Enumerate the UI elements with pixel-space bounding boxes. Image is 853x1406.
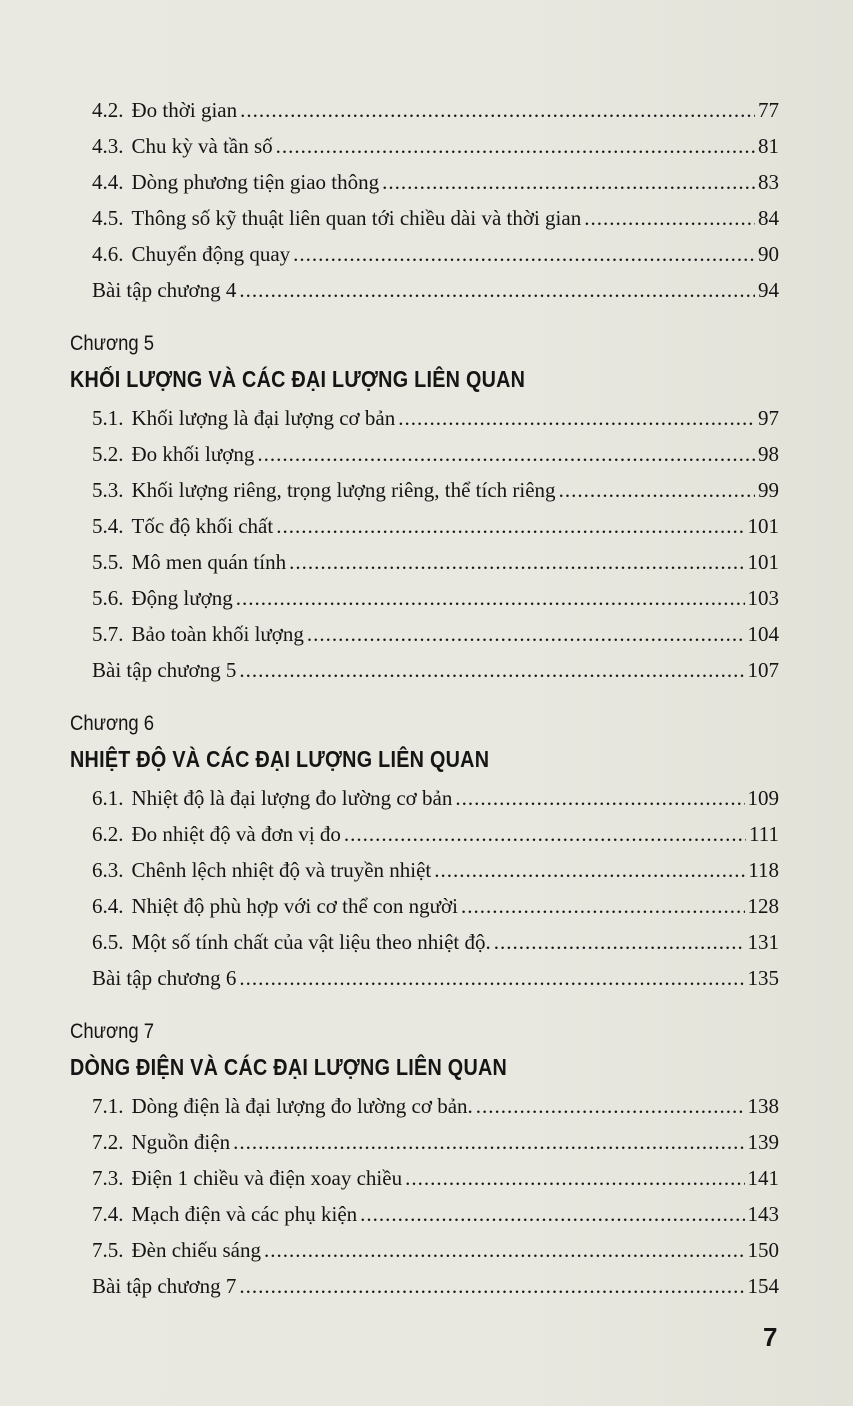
toc-entry[interactable]	[92, 1160, 779, 1196]
page-number: 150	[747, 1238, 779, 1262]
toc-entry[interactable]	[92, 544, 779, 580]
toc-entry[interactable]	[92, 128, 779, 164]
toc-entry[interactable]	[92, 924, 779, 960]
page-number: 109	[747, 786, 779, 810]
section-title: Thông số kỹ thuật liên quan tới chiều dài và thời gian	[131, 206, 582, 230]
chapter-title[interactable]: NHIỆT ĐỘ VÀ CÁC ĐẠI LƯỢNG LIÊN QUAN	[70, 746, 490, 772]
dot-leader	[276, 508, 744, 544]
dot-leader	[264, 1232, 745, 1268]
page-number: 103	[747, 586, 779, 610]
section-title: Nhiệt độ phù hợp với cơ thể con người	[131, 894, 458, 918]
chapter-label: Chương 6	[70, 712, 155, 735]
section-title: Khối lượng là đại lượng cơ bản	[131, 406, 396, 430]
page-number: 97	[758, 406, 779, 430]
page-number: 139	[747, 1130, 779, 1154]
toc-entry[interactable]	[92, 200, 779, 236]
dot-leader	[236, 580, 745, 616]
exercise-title: Bài tập chương 6	[92, 966, 237, 990]
section-title: Chuyển động quay	[131, 242, 291, 266]
page-number: 135	[747, 966, 779, 990]
toc-entry[interactable]	[92, 1232, 779, 1268]
dot-leader	[289, 544, 744, 580]
section-number: 7.3.	[92, 1166, 124, 1190]
toc-entry[interactable]	[92, 1196, 779, 1232]
dot-leader	[455, 780, 744, 816]
page-number: 101	[747, 514, 779, 538]
toc-entry[interactable]	[92, 780, 779, 816]
toc-entry[interactable]	[92, 852, 779, 888]
dot-leader	[434, 852, 745, 888]
dot-leader	[494, 924, 745, 960]
section-title: Điện 1 chiều và điện xoay chiều	[131, 1166, 403, 1190]
toc-entry[interactable]	[92, 164, 779, 200]
dot-leader	[307, 616, 745, 652]
section-title: Bảo toàn khối lượng	[131, 622, 304, 646]
section-number: 4.2.	[92, 98, 124, 122]
section-number: 5.3.	[92, 478, 124, 502]
toc-entry[interactable]	[92, 436, 779, 472]
toc-entry[interactable]	[92, 236, 779, 272]
page-number: 81	[758, 134, 779, 158]
dot-leader	[239, 652, 744, 688]
toc-entry[interactable]	[92, 888, 779, 924]
table-of-contents	[0, 92, 853, 1304]
page-number: 118	[748, 858, 779, 882]
dot-leader	[293, 236, 755, 272]
section-title: Khối lượng riêng, trọng lượng riêng, thể tích riêng	[131, 478, 556, 502]
page-number: 143	[747, 1202, 779, 1226]
section-number: 7.4.	[92, 1202, 124, 1226]
dot-leader	[239, 960, 744, 996]
section-title: Động lượng	[131, 586, 233, 610]
toc-exercise-entry[interactable]	[92, 960, 779, 996]
page-number: 98	[758, 442, 779, 466]
dot-leader	[584, 200, 755, 236]
page-number: 107	[747, 658, 779, 682]
section-title: Một số tính chất của vật liệu theo nhiệt độ.	[131, 930, 491, 954]
section-number: 7.5.	[92, 1238, 124, 1262]
section-number: 5.5.	[92, 550, 124, 574]
page-number: 128	[747, 894, 779, 918]
chapter-label: Chương 7	[70, 1020, 155, 1043]
toc-entry[interactable]	[92, 816, 779, 852]
section-number: 6.3.	[92, 858, 124, 882]
toc-entry[interactable]	[92, 1088, 779, 1124]
toc-exercise-entry[interactable]	[92, 652, 779, 688]
section-number: 7.1.	[92, 1094, 124, 1118]
dot-leader	[382, 164, 755, 200]
section-title: Đo nhiệt độ và đơn vị đo	[131, 822, 341, 846]
section-number: 7.2.	[92, 1130, 124, 1154]
dot-leader	[344, 816, 746, 852]
chapter-title[interactable]: KHỐI LƯỢNG VÀ CÁC ĐẠI LƯỢNG LIÊN QUAN	[70, 366, 526, 392]
section-title: Nguồn điện	[131, 1130, 231, 1154]
dot-leader	[461, 888, 745, 924]
section-number: 5.7.	[92, 622, 124, 646]
dot-leader	[239, 272, 755, 308]
toc-entry[interactable]	[92, 400, 779, 436]
section-number: 5.2.	[92, 442, 124, 466]
section-number: 4.4.	[92, 170, 124, 194]
section-number: 5.4.	[92, 514, 124, 538]
toc-entry[interactable]	[92, 1124, 779, 1160]
page-folio-number: 7	[763, 1322, 778, 1352]
dot-leader	[360, 1196, 744, 1232]
page-number: 104	[747, 622, 779, 646]
section-title: Tốc độ khối chất	[131, 514, 274, 538]
page-number: 138	[747, 1094, 779, 1118]
section-title: Đo thời gian	[131, 98, 238, 122]
toc-entry[interactable]	[92, 616, 779, 652]
section-title: Nhiệt độ là đại lượng đo lường cơ bản	[131, 786, 453, 810]
page-number: 90	[758, 242, 779, 266]
dot-leader	[476, 1088, 745, 1124]
section-title: Chu kỳ và tần số	[131, 134, 273, 158]
dot-leader	[398, 400, 755, 436]
section-number: 6.1.	[92, 786, 124, 810]
chapter-title[interactable]: DÒNG ĐIỆN VÀ CÁC ĐẠI LƯỢNG LIÊN QUAN	[70, 1054, 508, 1080]
toc-entry[interactable]	[92, 92, 779, 128]
dot-leader	[405, 1160, 744, 1196]
section-number: 6.4.	[92, 894, 124, 918]
page-number: 83	[758, 170, 779, 194]
section-title: Dòng điện là đại lượng đo lường cơ bản.	[131, 1094, 473, 1118]
page-number: 77	[758, 98, 779, 122]
page-number: 131	[747, 930, 779, 954]
dot-leader	[257, 436, 755, 472]
exercise-title: Bài tập chương 4	[92, 278, 237, 302]
section-number: 4.5.	[92, 206, 124, 230]
section-title: Mạch điện và các phụ kiện	[131, 1202, 358, 1226]
section-number: 6.5.	[92, 930, 124, 954]
dot-leader	[233, 1124, 744, 1160]
dot-leader	[239, 1268, 744, 1304]
section-title: Chênh lệch nhiệt độ và truyền nhiệt	[131, 858, 432, 882]
exercise-title: Bài tập chương 5	[92, 658, 237, 682]
toc-entry[interactable]	[92, 508, 779, 544]
page-number: 141	[747, 1166, 779, 1190]
page-number: 111	[749, 822, 779, 846]
section-title: Đo khối lượng	[131, 442, 255, 466]
section-title: Dòng phương tiện giao thông	[131, 170, 380, 194]
page-number: 84	[758, 206, 779, 230]
chapter-label: Chương 5	[70, 332, 155, 355]
dot-leader	[559, 472, 755, 508]
page-number: 154	[747, 1274, 779, 1298]
section-number: 5.1.	[92, 406, 124, 430]
page-number: 94	[758, 278, 779, 302]
page-number: 99	[758, 478, 779, 502]
section-title: Mô men quán tính	[131, 550, 287, 574]
page-number: 101	[747, 550, 779, 574]
toc-entry[interactable]	[92, 472, 779, 508]
toc-entry[interactable]	[92, 580, 779, 616]
section-title: Đèn chiếu sáng	[131, 1238, 261, 1262]
section-number: 5.6.	[92, 586, 124, 610]
dot-leader	[276, 128, 755, 164]
section-number: 6.2.	[92, 822, 124, 846]
dot-leader	[240, 92, 755, 128]
section-number: 4.6.	[92, 242, 124, 266]
toc-exercise-entry[interactable]	[92, 1268, 779, 1304]
exercise-title: Bài tập chương 7	[92, 1274, 237, 1298]
toc-exercise-entry[interactable]	[92, 272, 779, 308]
section-number: 4.3.	[92, 134, 124, 158]
